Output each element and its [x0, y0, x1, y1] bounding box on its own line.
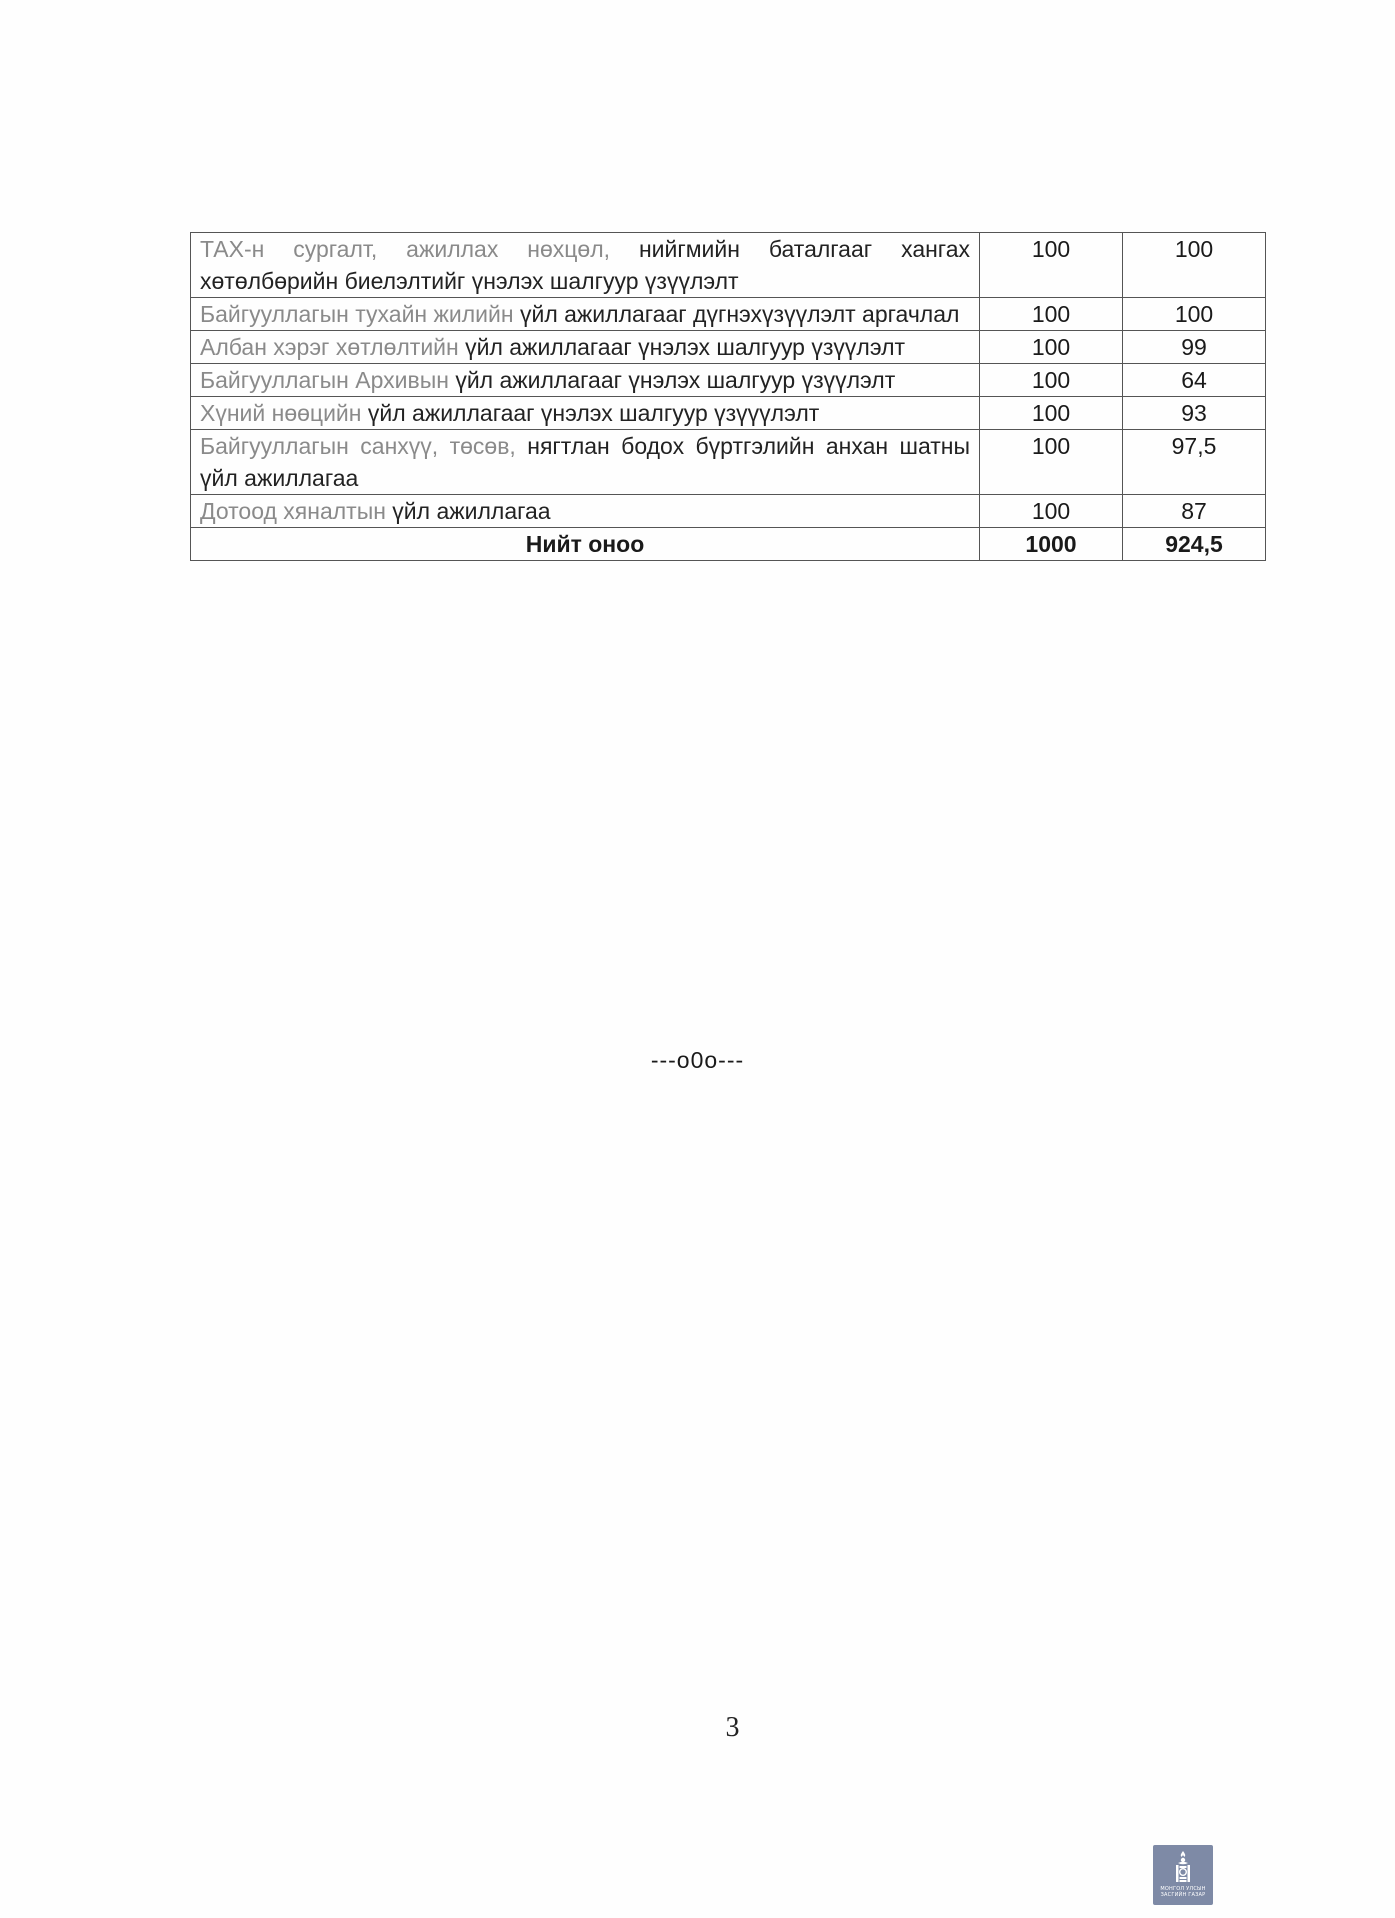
- table-row: [191, 495, 1266, 528]
- max-score: 100: [980, 331, 1123, 364]
- table-row: [191, 430, 1266, 495]
- criterion-name: Дотоод хяналтын үйл ажиллагаа: [191, 495, 980, 528]
- achieved-score: 87: [1123, 495, 1266, 528]
- total-max-score: 1000: [980, 528, 1123, 561]
- page-number: 3: [725, 1712, 740, 1743]
- criterion-name: Байгууллагын санхүү, төсөв, нягтлан бодох бүртгэлийн анхан шатны үйл ажиллагаа: [191, 430, 980, 495]
- max-score: 100: [980, 430, 1123, 495]
- max-score: 100: [980, 233, 1123, 298]
- section-separator: ---o0o---: [650, 1047, 745, 1073]
- emblem-caption: МОНГОЛ УЛСЫН ЗАСГИЙН ГАЗАР: [1160, 1886, 1206, 1898]
- total-achieved-score: 924,5: [1123, 528, 1266, 561]
- achieved-score: 99: [1123, 331, 1266, 364]
- table-row: [191, 364, 1266, 397]
- max-score: 100: [980, 298, 1123, 331]
- criterion-name: Байгууллагын тухайн жилийн үйл ажиллагааг дүгнэхүзүүлэлт аргачлал: [191, 298, 980, 331]
- soyombo-icon: [1172, 1850, 1194, 1884]
- achieved-score: 64: [1123, 364, 1266, 397]
- government-emblem: [1153, 1845, 1213, 1905]
- total-row: [191, 528, 1266, 561]
- achieved-score: 100: [1123, 233, 1266, 298]
- max-score: 100: [980, 364, 1123, 397]
- achieved-score: 97,5: [1123, 430, 1266, 495]
- criterion-name: Албан хэрэг хөтлөлтийн үйл ажиллагааг үнэлэх шалгуур үзүүлэлт: [191, 331, 980, 364]
- table-row: [191, 233, 1266, 298]
- criterion-name: Хүний нөөцийн үйл ажиллагааг үнэлэх шалгуур үзүүүлэлт: [191, 397, 980, 430]
- table-row: [191, 298, 1266, 331]
- achieved-score: 100: [1123, 298, 1266, 331]
- total-label: Нийт оноо: [191, 528, 980, 561]
- score-table: [190, 232, 1266, 561]
- achieved-score: 93: [1123, 397, 1266, 430]
- criterion-name: Байгууллагын Архивын үйл ажиллагааг үнэлэх шалгуур үзүүлэлт: [191, 364, 980, 397]
- criterion-name: ТАХ-н сургалт, ажиллах нөхцөл, нийгмийн баталгааг хангах хөтөлбөрийн биелэлтийг үнэлэх шалгуур үзүүлэлт: [191, 233, 980, 298]
- table-row: [191, 331, 1266, 364]
- max-score: 100: [980, 495, 1123, 528]
- table-row: [191, 397, 1266, 430]
- max-score: 100: [980, 397, 1123, 430]
